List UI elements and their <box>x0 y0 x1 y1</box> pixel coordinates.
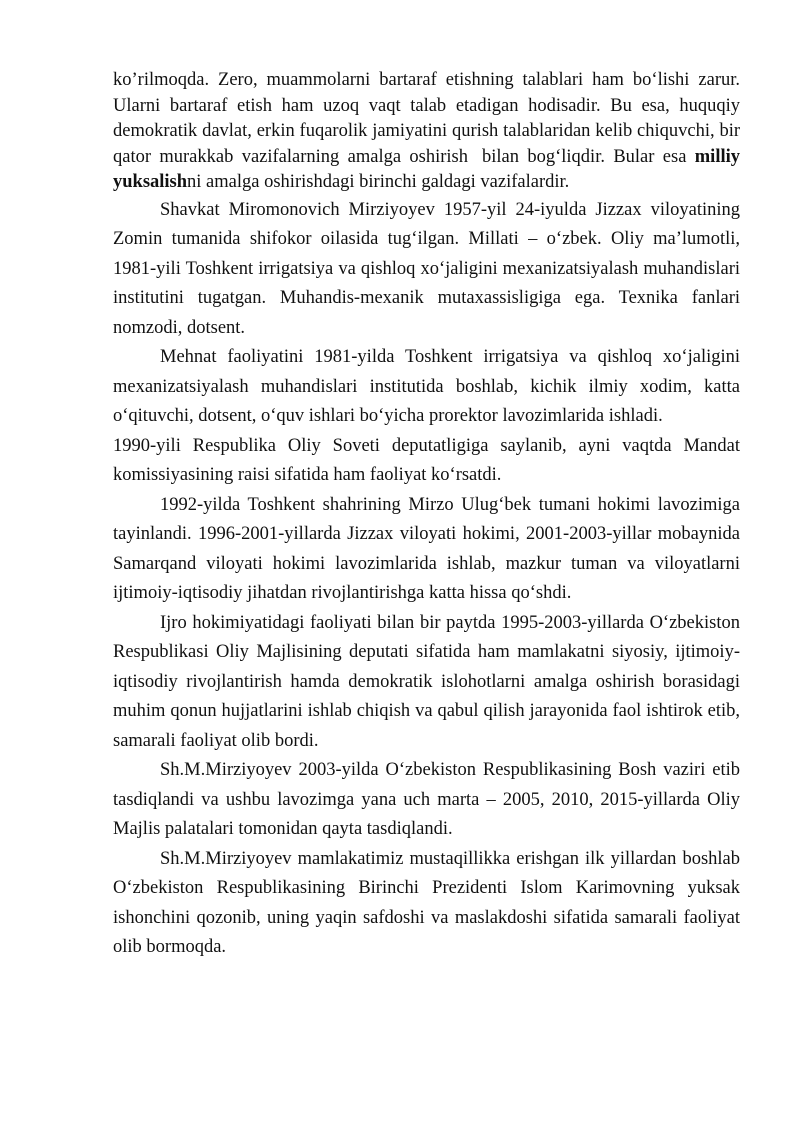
paragraph-intro-text-1: ko’rilmoqda. Zero, muammolarni bartaraf etishning talablari ham bo‘lishi zarur. Ularni bartaraf etish ham uzoq vaqt talab etadigan hodisadir. Bu esa, huquqiy demokratik davlat, erkin fuqarolik jamiyatini qurish talablaridan kelib chiquvchi, bir qator murakkab vazifalarning amalga oshirish <box>113 70 740 167</box>
emphasis-milliy-yuksalish: milliy yuksalish <box>113 146 740 193</box>
paragraph-intro-text-2: bilan bog‘liqdir. Bular esa <box>482 146 695 167</box>
document-page <box>113 68 740 963</box>
paragraph-hokim: 1992-yilda Toshkent shahrining Mirzo Ulug‘bek tumani hokimi lavozimiga tayinlandi. 1996-2001-yillarda Jizzax viloyati hokimi, 2001-2003-yillar mobaynida Samarqand viloyati hokimi lavozimlarida ishlab, mazkur tuman va viloyatlarni ijtimoiy-iqtisodiy jihatdan rivojlantirishga katta hissa qo‘shdi. <box>113 494 740 604</box>
paragraph-oliy-majlis: Ijro hokimiyatidagi faoliyati bilan bir paytda 1995-2003-yillarda O‘zbekiston Respublikasi Oliy Majlisining deputati sifatida ham mamlakatni siyosiy, ijtimoiy-iqtisodiy rivojlantirish hamda demokratik islohotlarni amalga oshirish borasidagi muhim qonun hujjatlarini ishlab chiqish va qabul qilish jarayonida faol ishtirok etib, samarali faoliyat olib bordi. <box>113 612 740 751</box>
paragraph-biography: Shavkat Miromonovich Mirziyoyev 1957-yil 24-iyulda Jizzax viloyatining Zomin tumanida shifokor oilasida tug‘ilgan. Millati – o‘zbek. Oliy ma’lumotli, 1981-yili Toshkent irrigatsiya va qishloq xo‘jaligini mexanizatsiyalash muhandislari institutini tugatgan. Muhandis-mexanik mutaxassisligiga ega. Texnika fanlari nomzodi, dotsent. <box>113 199 740 338</box>
paragraph-deputy-1990: 1990-yili Respublika Oliy Soveti deputatligiga saylanib, ayni vaqtda Mandat komissiyasining raisi sifatida ham faoliyat ko‘rsatdi. <box>113 435 740 486</box>
paragraph-career-start: Mehnat faoliyatini 1981-yilda Toshkent irrigatsiya va qishloq xo‘jaligini mexanizatsiyalash muhandislari institutida boshlab, kichik ilmiy xodim, katta o‘qituvchi, dotsent, o‘quv ishlari bo‘yicha prorektor lavozimlarida ishladi. <box>113 347 740 427</box>
paragraph-intro-text-3: ni amalga oshirishdagi birinchi galdagi vazifalardir. <box>187 172 570 193</box>
paragraph-intro <box>113 68 740 196</box>
paragraph-prime-minister: Sh.M.Mirziyoyev 2003-yilda O‘zbekiston Respublikasining Bosh vaziri etib tasdiqlandi va ushbu lavozimga yana uch marta – 2005, 2010, 2015-yillarda Oliy Majlis palatalari tomonidan qayta tasdiqlandi. <box>113 760 740 840</box>
paragraph-karimov: Sh.M.Mirziyoyev mamlakatimiz mustaqillikka erishgan ilk yillardan boshlab O‘zbekiston Respublikasining Birinchi Prezidenti Islom Karimovning yuksak ishonchini qozonib, uning yaqin safdoshi va maslakdoshi sifatida samarali faoliyat olib bormoqda. <box>113 848 740 958</box>
